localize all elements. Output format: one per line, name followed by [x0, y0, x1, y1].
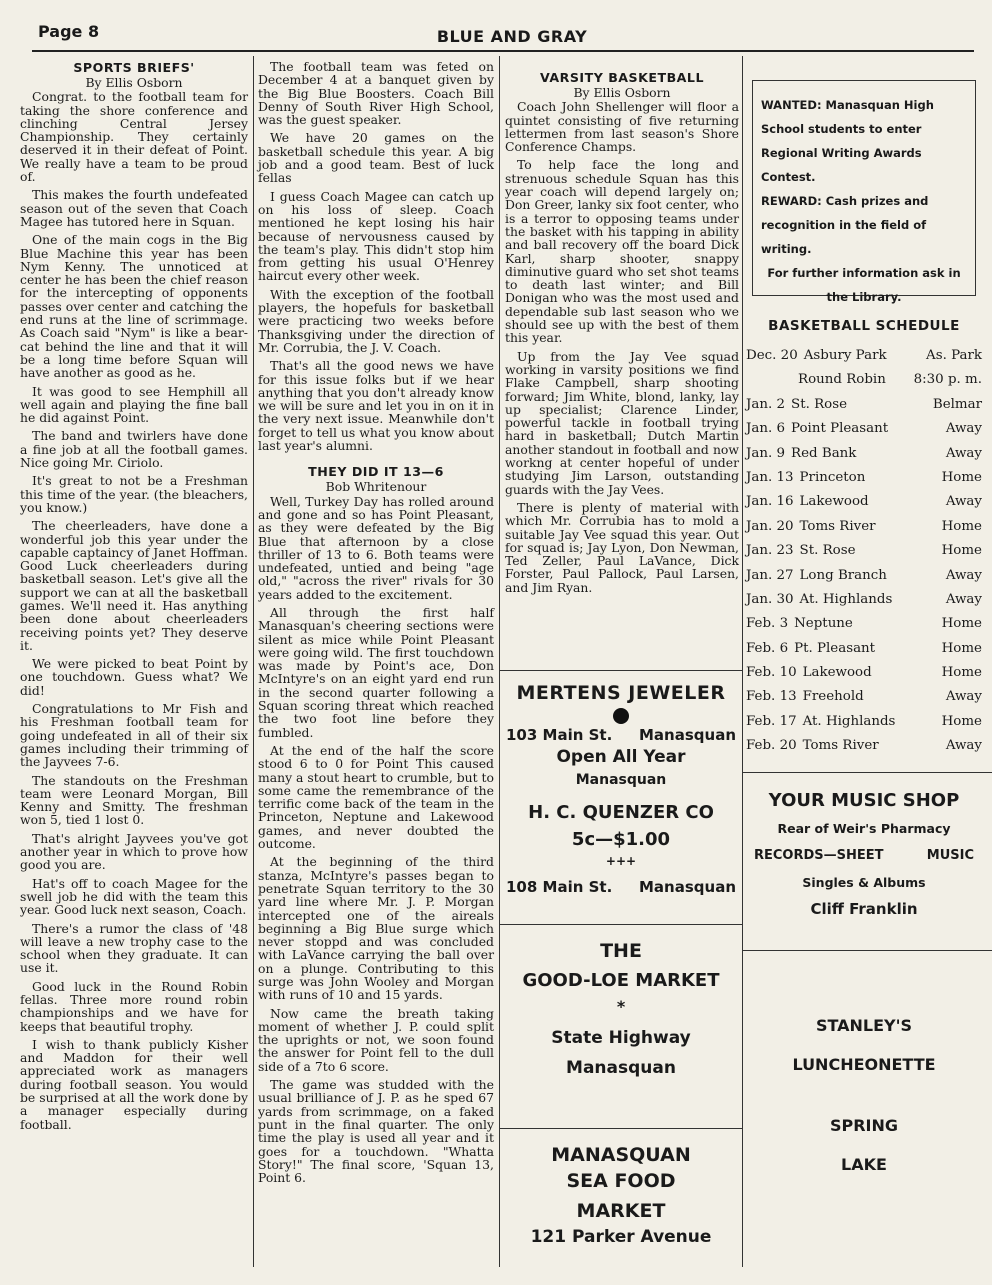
music-line1: Rear of Weir's Pharmacy: [777, 821, 951, 836]
schedule-place: Belmar: [932, 396, 982, 412]
paragraph: It's great to not be a Freshman this time of the year. (the bleachers, you know.): [20, 473, 248, 515]
quenzer-name: H. C. QUENZER CO: [528, 802, 714, 823]
paragraph: I wish to thank publicly Kisher and Maddon for their well appreciated work as managers during football season. You would be surprised at all the work done by a manager especially during football.: [20, 1036, 248, 1132]
sea-food-line3: MARKET: [576, 1200, 666, 1222]
quenzer-street: 108 Main St.: [506, 878, 613, 896]
schedule-row: [746, 344, 982, 368]
paragraph: That's all the good news we have for this issue folks but if we hear anything that you don't already know we will be sure and let you in on it in the very next issue. Meanwhile don't forget to tell us what you know about last year's alumni.: [258, 358, 494, 454]
ad-divider: [500, 1128, 742, 1129]
ad-divider: [500, 924, 742, 925]
schedule-date: Dec. 20: [746, 348, 798, 363]
ad-divider: [743, 950, 992, 951]
schedule-game: [746, 710, 895, 734]
schedule-row: [746, 637, 982, 661]
schedule-row: [746, 734, 982, 758]
schedule-game: [746, 466, 865, 490]
sea-food-line1: MANASQUAN: [551, 1144, 691, 1166]
schedule-row: [746, 564, 982, 588]
schedule-place: As. Park: [926, 348, 982, 363]
schedule-opponent: Round Robin: [798, 372, 886, 388]
they-did-it-byline: Bob Whritenour: [325, 479, 427, 495]
schedule-opponent: Lakewood: [799, 494, 869, 510]
football-column: [258, 60, 494, 1189]
schedule-game: [746, 417, 888, 441]
paragraph: The cheerleaders, have done a wonderful job this year under the capable captaincy of Janet Hoffman. Good Luck cheerleaders during basketball season. Let's give all the support we can at all the basketball games. We'll need it. Has anything been done about cheerleaders receiving points yet? They deserve it.: [20, 518, 248, 653]
header-rule: [32, 50, 974, 52]
schedule-place: Home: [941, 469, 982, 485]
schedule-place: Home: [941, 713, 982, 729]
star-icon: *: [616, 997, 626, 1016]
paragraph: Congrat. to the football team for taking the shore conference and clinching Central Jersey Championship. They certainly deserved it in their defeat of Point. We really have a team to be proud of.: [20, 89, 248, 185]
sports-briefs-byline: By Ellis Osborn: [85, 75, 183, 90]
sea-food-line2: SEA FOOD: [566, 1170, 676, 1192]
schedule-game: [746, 564, 887, 588]
schedule-date: Feb. 10: [746, 665, 797, 681]
schedule-row: [746, 612, 982, 636]
schedule-row: [746, 661, 982, 685]
sports-briefs-body: [20, 90, 248, 1131]
sea-food-line4: 121 Parker Avenue: [530, 1227, 712, 1247]
paragraph: There's a rumor the class of '48 will leave a new trophy case to the school when they graduate. It can use it.: [20, 920, 248, 976]
schedule-game: [746, 685, 864, 709]
paragraph: The standouts on the Freshman team were Leonard Morgan, Bill Kenny and Smitty. The freshman won 5, tied 1 lost 0.: [20, 772, 248, 828]
paragraph: That's alright Jayvees you've got another year in which to prove how good you are.: [20, 830, 248, 873]
schedule-place: Home: [941, 616, 982, 632]
schedule-date: Jan. 16: [746, 494, 794, 510]
paragraph: All through the first half Manasquan's cheering sections were silent as mice while Point Pleasant were going wild. The first touchdown was made by Point's ace, Don McIntyre's on an eight yard end run in the second quarter following a Squan scoring threat which reached the two foot line before they fumbled.: [258, 604, 494, 740]
schedule-game: [746, 442, 856, 466]
schedule-row: [746, 515, 982, 539]
schedule-game: [746, 368, 886, 392]
paragraph: Hat's off to coach Magee for the swell job he did with the team this year. Good luck next season, Coach.: [20, 875, 248, 918]
mertens-street: 103 Main St.: [506, 726, 613, 744]
schedule-opponent: Point Pleasant: [791, 421, 889, 437]
schedule-opponent: Red Bank: [791, 445, 857, 461]
sea-food-market-ad: [500, 1142, 742, 1250]
paragraph: We have 20 games on the basketball schedule this year. A big job and a good team. Best of luck fellas: [258, 130, 494, 186]
schedule-title: BASKETBALL SCHEDULE: [768, 318, 960, 334]
schedule-row: [746, 417, 982, 441]
schedule-date: Jan. 30: [746, 591, 794, 607]
schedule-rows: [746, 344, 982, 759]
schedule-date: Jan. 9: [746, 445, 786, 461]
schedule-place: Home: [941, 543, 982, 559]
schedule-place: Home: [941, 518, 982, 534]
good-loe-line4: Manasquan: [566, 1058, 676, 1078]
stanley-line2: LUNCHEONETTE: [792, 1055, 936, 1074]
paragraph: The game was studded with the usual brilliance of J. P. as he sped 67 yards from scrimmage, on a faked punt in the final quarter. The only time the play is used all year and it goes for a touchdown. "Whatta Story!" The final score, 'Squan 13, Point 6.: [258, 1077, 494, 1186]
schedule-date: Jan. 23: [746, 543, 794, 559]
mertens-tagline: Open All Year: [556, 747, 686, 767]
paragraph: We were picked to beat Point by one touchdown. Guess what? We did!: [20, 656, 248, 698]
wanted-text: WANTED: Manasquan High School students to enter Regional Writing Awards Contest.: [761, 98, 934, 184]
varsity-basketball-byline: By Ellis Osborn: [573, 85, 671, 100]
schedule-place: Away: [945, 494, 982, 510]
writing-contest-box: [752, 80, 976, 304]
paragraph: There is plenty of material with which Mr. Corrubia has to mold a suitable Jay Vee squad this year. Out for squad is; Jay Lyon, Don Newman, Ted Zeller, Paul LaVance, Dick Forster, Paul Pallock, Paul Larsen, and Jim Ryan.: [505, 499, 739, 595]
music-shop-ad: [744, 790, 984, 918]
schedule-game: [746, 344, 887, 368]
sports-briefs-column: [20, 60, 248, 1136]
they-did-it-body: [258, 495, 494, 1185]
mertens-jeweler-ad: [500, 682, 742, 767]
paragraph: Well, Turkey Day has rolled around and gone and so has Point Pleasant, as they were defeated by the Big Blue that afternoon by a close thriller of 13 to 6. Both teams were undefeated, untied and being "age old," "across the river" rivals for 30 years added to the excitement.: [258, 493, 494, 602]
schedule-row: [746, 588, 982, 612]
music-line3: Singles & Albums: [802, 875, 926, 890]
column-divider: [499, 56, 500, 1267]
good-loe-market-ad: [500, 940, 742, 1078]
schedule-place: Away: [945, 567, 982, 583]
schedule-opponent: Asbury Park: [803, 348, 887, 363]
paragraph: One of the main cogs in the Big Blue Machine this year has been Nym Kenny. The unnoticed at center he has been the chief reason for the intercepting of opponents passes over center and catching the end runs at the line of scrimmage. As Coach said "Nym" is like a bear-cat behind the line and that it will be a long time before Squan will have another as good as he.: [20, 232, 248, 381]
bullet-icon: [613, 708, 629, 724]
paragraph: With the exception of the football players, the hopefuls for basketball were practicing two weeks before Thanksgiving under the direction of Mr. Corrubia, the J. V. Coach.: [258, 286, 494, 355]
schedule-opponent: Lakewood: [802, 665, 872, 681]
football-notes: [258, 60, 494, 452]
schedule-opponent: Neptune: [794, 616, 853, 632]
schedule-game: [746, 539, 856, 563]
schedule-date: Feb. 20: [746, 738, 797, 754]
schedule-place: Home: [941, 665, 982, 681]
schedule-game: [746, 612, 853, 636]
stanley-line1: STANLEY'S: [815, 1016, 913, 1035]
column-divider: [253, 56, 254, 1267]
schedule-row: [746, 710, 982, 734]
quenzer-price: 5c—$1.00: [571, 829, 671, 850]
mertens-name: MERTENS JEWELER: [516, 682, 726, 704]
ad-divider: [500, 670, 742, 671]
paragraph: Coach John Shellenger will floor a quintet consisting of five returning lettermen from last season's Shore Conference Champs.: [505, 99, 739, 155]
schedule-opponent: Freehold: [802, 689, 864, 705]
schedule-game: [746, 490, 869, 514]
stanleys-luncheonette-ad: [744, 1016, 984, 1174]
reward-text: REWARD: Cash prizes and recognition in the field of writing.: [761, 194, 929, 256]
schedule-opponent: At. Highlands: [799, 591, 893, 607]
stanley-line4: LAKE: [841, 1155, 887, 1174]
schedule-place: Away: [945, 445, 982, 461]
music-music: MUSIC: [926, 848, 974, 863]
schedule-row: [746, 442, 982, 466]
quenzer-town-top: Manasquan: [575, 772, 667, 788]
schedule-row: [746, 466, 982, 490]
paragraph: This makes the fourth undefeated season out of the seven that Coach Magee has tutored here in Squan.: [20, 187, 248, 229]
paragraph: Congratulations to Mr Fish and his Freshman football team for going undefeated in all of their six games including their trimming of the Jayvees 7-6.: [20, 701, 248, 770]
paragraph: The band and twirlers have done a fine job at all the football games. Nice going Mr. Ciriolo.: [20, 428, 248, 471]
schedule-place: Away: [945, 689, 982, 705]
schedule-opponent: Long Branch: [799, 567, 887, 583]
schedule-date: Feb. 17: [746, 713, 797, 729]
schedule-game: [746, 661, 872, 685]
schedule-game: [746, 637, 875, 661]
stanley-line3: SPRING: [829, 1116, 899, 1135]
schedule-opponent: St. Rose: [799, 543, 856, 559]
schedule-date: Jan. 20: [746, 518, 794, 534]
schedule-date: Jan. 6: [746, 421, 786, 437]
schedule-game: [746, 588, 892, 612]
column-divider: [742, 56, 743, 1267]
sports-briefs-headline: SPORTS BRIEFS': [73, 60, 195, 75]
schedule-place: Away: [945, 591, 982, 607]
schedule-game: [746, 515, 876, 539]
paragraph: At the end of the half the score stood 6 to 0 for Point This caused many a stout heart to crumble, but to some came the remembrance of the terrific come back of the team in the Princeton, Neptune and Lakewood games, and never doubted the outcome.: [258, 742, 494, 852]
schedule-row: [746, 539, 982, 563]
varsity-basketball-body: [505, 100, 739, 594]
paragraph: To help face the long and strenuous schedule Squan has this year coach will depend largely on; Don Greer, lanky six foot center, who is a terror to opposing teams under the basket with his tapping in ability and ball recovery off the board Dick Karl, sharp shooter, snappy diminutive guard who set shot teams to death last winter; and Bill Donigan who was the most used and dependable sub last season who we should see up with the best of them this year.: [505, 157, 739, 346]
schedule-opponent: St. Rose: [791, 396, 848, 412]
schedule-opponent: Toms River: [802, 738, 879, 754]
schedule-date: Feb. 6: [746, 640, 789, 656]
music-line4: Cliff Franklin: [810, 900, 918, 918]
newspaper-title: BLUE AND GRAY: [436, 27, 588, 46]
schedule-place: Away: [945, 421, 982, 437]
schedule-date: Jan. 2: [746, 396, 786, 412]
quenzer-town: Manasquan: [639, 878, 736, 896]
music-name: YOUR MUSIC SHOP: [768, 790, 960, 811]
schedule-date: Jan. 13: [746, 469, 794, 485]
good-loe-line3: State Highway: [551, 1028, 691, 1048]
schedule-place: 8:30 p. m.: [913, 372, 982, 388]
music-records: RECORDS—SHEET: [754, 848, 884, 863]
schedule-row: [746, 490, 982, 514]
schedule-opponent: Princeton: [799, 469, 866, 485]
schedule-date: Feb. 3: [746, 616, 789, 632]
schedule-row: [746, 368, 982, 392]
quenzer-address: [500, 878, 742, 896]
schedule-opponent: Pt. Pleasant: [794, 640, 876, 656]
they-did-it-headline: THEY DID IT 13—6: [308, 464, 444, 480]
mertens-address: [500, 726, 742, 744]
schedule-row: [746, 393, 982, 417]
schedule-date: Jan. 27: [746, 567, 794, 583]
paragraph: The football team was feted on December 4 at a banquet given by the Big Blue Boosters. Coach Bill Denny of South River High School, was the guest speaker.: [258, 59, 494, 128]
page-number: Page 8: [38, 22, 100, 41]
basketball-schedule: [746, 318, 982, 759]
paragraph: At the beginning of the third stanza, McIntyre's passes began to penetrate Squan territory to the 30 yard line where Mr. J. P. Morgan intercepted one of the aireals beginning a Big Blue surge which never stoppd and was concluded with LaVance carrying the ball over on a plunge. Contributing to this surge was John Wooley and Morgan with runs of 10 and 15 yards.: [258, 854, 494, 1003]
good-loe-line2: GOOD-LOE MARKET: [522, 970, 720, 991]
info-text: For further information ask in the Library.: [767, 266, 961, 304]
ad-divider: [743, 772, 992, 773]
schedule-game: [746, 393, 847, 417]
schedule-game: [746, 734, 879, 758]
music-line2: [744, 848, 984, 863]
good-loe-line1: THE: [600, 940, 642, 962]
quenzer-ad: [500, 772, 742, 896]
schedule-opponent: At. Highlands: [802, 713, 896, 729]
varsity-basketball-column: [505, 70, 739, 599]
paragraph: Now came the breath taking moment of whether J. P. could split the uprights or not, we soon found the answer for Point fell to the dull side of a 7to 6 score.: [258, 1005, 494, 1074]
schedule-place: Home: [941, 640, 982, 656]
paragraph: It was good to see Hemphill all well again and playing the fine ball he did against Point.: [20, 383, 248, 426]
schedule-place: Away: [945, 738, 982, 754]
schedule-row: [746, 685, 982, 709]
schedule-opponent: Toms River: [799, 518, 876, 534]
paragraph: Good luck in the Round Robin fellas. Three more round robin championships and we have for keeps that beautiful trophy.: [20, 978, 248, 1034]
mertens-town: Manasquan: [639, 726, 736, 744]
varsity-basketball-headline: VARSITY BASKETBALL: [540, 70, 704, 85]
paragraph: I guess Coach Magee can catch up on his loss of sleep. Coach mentioned he kept losing his hair because of nervousness caused by the team's play. This didn't stop him from getting his usual O'Henrey haircut every other week.: [258, 188, 494, 284]
quenzer-mark: +++: [605, 854, 637, 868]
schedule-date: Feb. 13: [746, 689, 797, 705]
paragraph: Up from the Jay Vee squad working in varsity positions we find Flake Campbell, sharp shooting forward; Jim White, blond, lanky, lay up specialist; Clarence Linder, powerful tackle in football trying hard in basketball; Dutch Martin another standout in football and now workng at center hopeful of under studying Jim Larson, outstanding guards with the Jay Vees.: [505, 348, 739, 497]
